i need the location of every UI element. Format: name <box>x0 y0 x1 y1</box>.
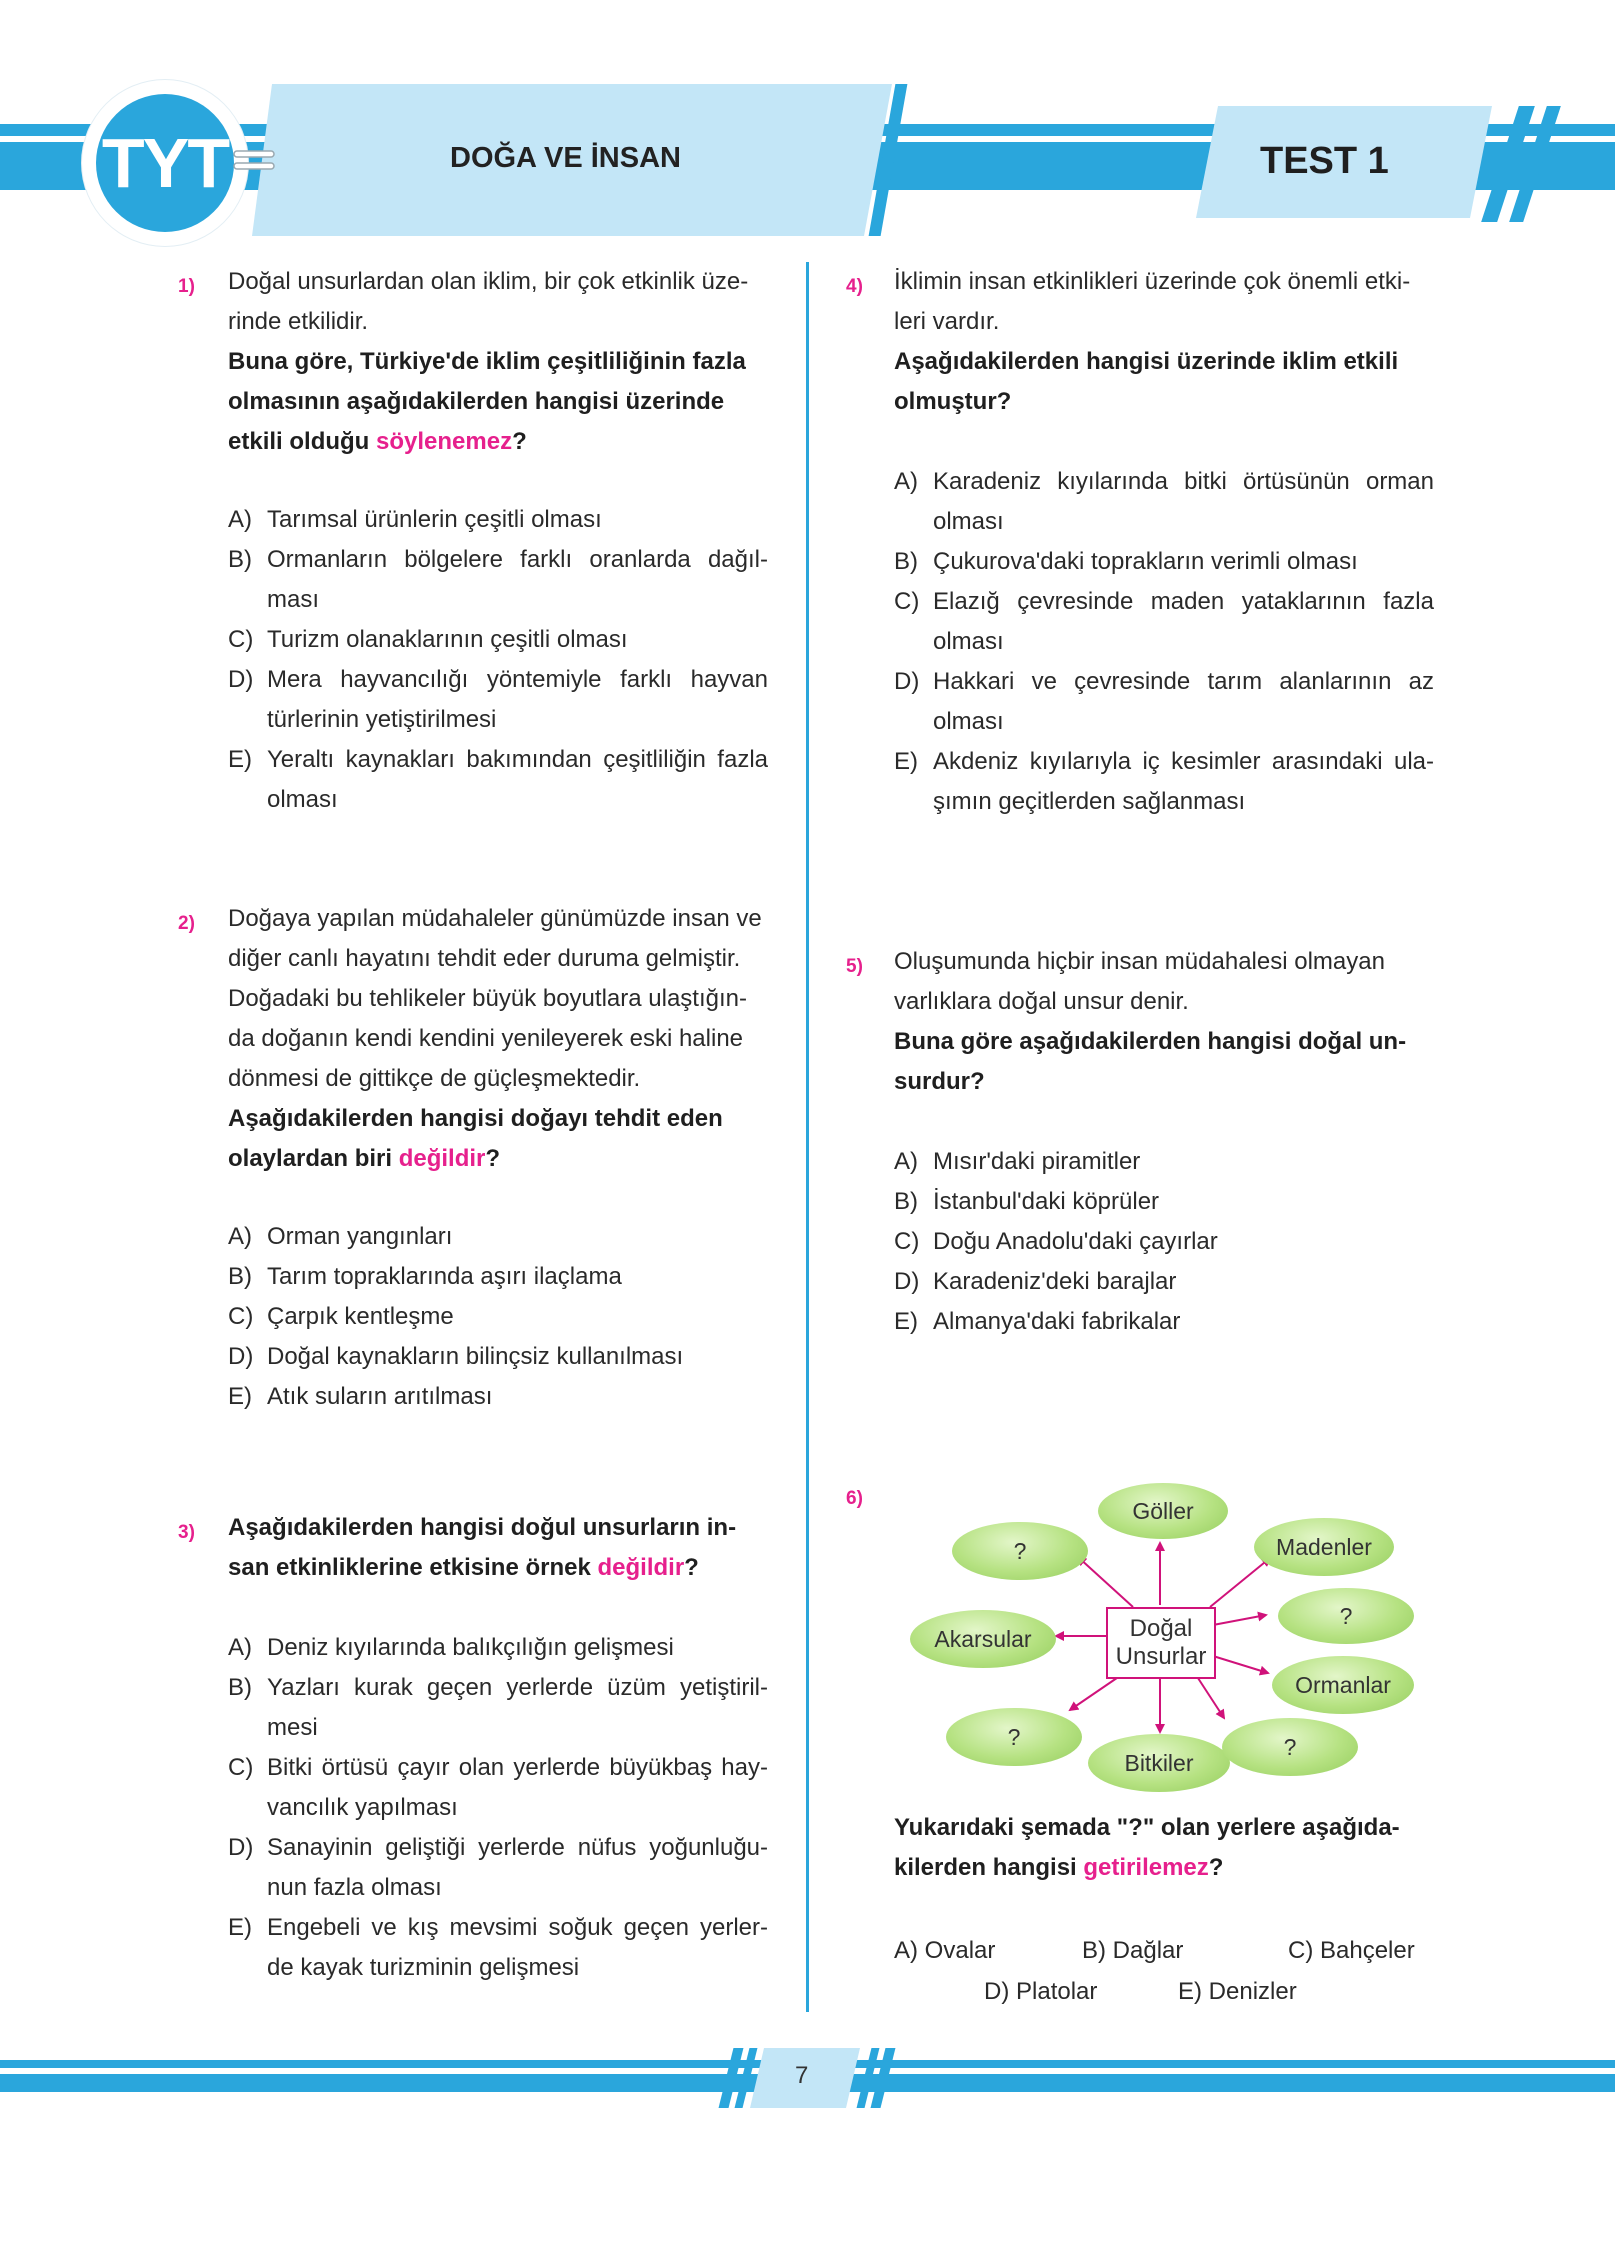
option-label: D) <box>228 666 254 693</box>
option-label: C) <box>894 1228 920 1255</box>
option-text: Çukurova'daki toprakların verimli olması <box>933 548 1358 575</box>
option-b[interactable] <box>228 1257 768 1297</box>
option-text: Tarım topraklarında aşırı ilaçlama <box>267 1263 622 1290</box>
diagram-center-line: Doğal <box>1129 1615 1193 1642</box>
diagram-node-akarsular: Akarsular <box>910 1610 1056 1668</box>
question-2-options <box>228 1217 768 1417</box>
option-d[interactable] <box>228 660 768 740</box>
stem-line: rinde etkilidir. <box>228 308 369 335</box>
question-text: san etkinliklerine etkisine örnek <box>228 1554 598 1581</box>
option-d[interactable] <box>894 662 1434 742</box>
option-c[interactable] <box>894 582 1434 662</box>
option-a[interactable] <box>228 1217 768 1257</box>
option-text: Akdeniz kıyılarıyla iç kesimler arasındaki ula- şımın geçitlerden sağlanması <box>933 748 1434 815</box>
option-e[interactable] <box>894 742 1434 822</box>
option-label: D) <box>894 1268 920 1295</box>
option-label: E) <box>1178 1978 1202 2005</box>
tyt-logo: TYT <box>96 94 234 232</box>
question-3-text <box>228 1508 768 1588</box>
option-b[interactable] <box>228 540 768 620</box>
option-text: Orman yangınları <box>267 1223 453 1250</box>
option-text: Turizm olanaklarının çeşitli olması <box>267 626 628 653</box>
stem-line: varlıklara doğal unsur denir. <box>894 988 1189 1015</box>
option-d[interactable] <box>228 1337 768 1377</box>
option-label: E) <box>228 1383 252 1410</box>
question-text: olaylardan biri <box>228 1145 399 1172</box>
stem-line: Doğaya yapılan müdahaleler günümüzde insan ve <box>228 905 762 932</box>
option-text: Ormanların bölgelere farklı oranlarda dağıl- ması <box>267 546 768 613</box>
option-label: A) <box>894 468 918 495</box>
question-2-number: 2) <box>178 913 195 934</box>
option-label: B) <box>228 546 252 573</box>
question-line <box>228 422 768 462</box>
question-line: Aşağıdakilerden hangisi doğayı tehdit eden <box>228 1105 723 1132</box>
option-text: Denizler <box>1208 1978 1297 2005</box>
diagram-node-bitkiler: Bitkiler <box>1088 1734 1230 1792</box>
option-label: B) <box>894 1188 918 1215</box>
question-6-text <box>894 1808 1434 1888</box>
option-c[interactable] <box>228 1297 768 1337</box>
diagram-node-unknown: ? <box>946 1708 1082 1766</box>
option-label: A) <box>228 1634 252 1661</box>
diagram-node-unknown: ? <box>1278 1588 1414 1644</box>
question-keyword: değildir <box>398 1145 486 1172</box>
option-label: E) <box>228 746 252 773</box>
diagram-node-goller: Göller <box>1098 1483 1228 1539</box>
option-text: Almanya'daki fabrikalar <box>933 1308 1181 1335</box>
question-line: Aşağıdakilerden hangisi doğul unsurların in- <box>228 1514 737 1541</box>
question-5-text <box>894 942 1434 1102</box>
question-keyword: değildir <box>597 1554 685 1581</box>
question-mark: ? <box>485 1145 501 1172</box>
stem-line: dönmesi de gittikçe de güçleşmektedir. <box>228 1065 641 1092</box>
question-line: olmasının aşağıdakilerden hangisi üzerinde <box>228 388 725 415</box>
option-label: B) <box>228 1263 252 1290</box>
option-label: E) <box>228 1914 252 1941</box>
stem-line: Doğal unsurlardan olan iklim, bir çok etkinlik üze- <box>228 268 749 295</box>
question-mark: ? <box>1208 1854 1224 1881</box>
question-4-text <box>894 262 1434 422</box>
option-label: A) <box>894 1148 918 1175</box>
question-3-options <box>228 1628 768 1988</box>
option-a[interactable] <box>894 462 1434 542</box>
option-text: Bitki örtüsü çayır olan yerlerde büyükbaş hay- vancılık yapılması <box>267 1754 768 1821</box>
option-e[interactable] <box>1178 1978 1297 2006</box>
option-text: Mera hayvancılığı yöntemiyle farklı hayvan türlerinin yetiştirilmesi <box>267 666 768 733</box>
option-c[interactable] <box>228 1748 768 1828</box>
question-line: Yukarıdaki şemada "?" olan yerlere aşağıda- <box>894 1814 1400 1841</box>
option-label: D) <box>894 668 920 695</box>
option-text: Atık suların arıtılması <box>267 1383 493 1410</box>
option-label: B) <box>1082 1937 1106 1964</box>
option-e[interactable] <box>894 1302 1434 1342</box>
option-text: Karadeniz kıyılarında bitki örtüsünün orman olması <box>933 468 1434 535</box>
question-line: olmuştur? <box>894 388 1012 415</box>
option-b[interactable] <box>894 1182 1434 1222</box>
question-6-number: 6) <box>846 1488 863 1509</box>
option-text: Doğu Anadolu'daki çayırlar <box>933 1228 1218 1255</box>
option-label: C) <box>1288 1937 1314 1964</box>
option-text: Mısır'daki piramitler <box>933 1148 1141 1175</box>
diagram-center <box>1106 1607 1216 1679</box>
question-line: surdur? <box>894 1068 985 1095</box>
stem-line: İklimin insan etkinlikleri üzerinde çok önemli etki- <box>894 268 1411 295</box>
option-label: D) <box>228 1343 254 1370</box>
option-label: E) <box>894 748 918 775</box>
option-text: Dağlar <box>1112 1937 1184 1964</box>
option-label: C) <box>228 1754 254 1781</box>
question-mark: ? <box>684 1554 699 1581</box>
option-text: Doğal kaynakların bilinçsiz kullanılması <box>267 1343 684 1370</box>
question-keyword: söylenemez <box>376 428 513 455</box>
option-text: Hakkari ve çevresinde tarım alanlarının az olması <box>933 668 1434 735</box>
question-2-text <box>228 899 768 1179</box>
option-label: A) <box>894 1937 918 1964</box>
option-label: B) <box>894 548 918 575</box>
option-label: C) <box>894 588 920 615</box>
diagram-node-ormanlar: Ormanlar <box>1272 1656 1414 1714</box>
option-text: Tarımsal ürünlerin çeşitli olması <box>267 506 602 533</box>
option-text: Bahçeler <box>1320 1937 1415 1964</box>
option-text: Ovalar <box>924 1937 996 1964</box>
question-line: Buna göre, Türkiye'de iklim çeşitliliğinin fazla <box>228 348 746 375</box>
option-e[interactable] <box>228 1908 768 1988</box>
option-text: Çarpık kentleşme <box>267 1303 454 1330</box>
question-4-options <box>894 462 1434 822</box>
option-c[interactable] <box>894 1222 1434 1262</box>
option-a[interactable] <box>894 1937 995 1965</box>
option-label: D) <box>228 1834 254 1861</box>
question-1-options <box>228 500 768 820</box>
option-label: A) <box>228 506 252 533</box>
diagram-node-unknown: ? <box>952 1522 1088 1580</box>
question-mark: ? <box>512 428 527 455</box>
section-title: DOĞA VE İNSAN <box>450 142 681 174</box>
option-text: Platolar <box>1016 1978 1098 2005</box>
diagram-node-madenler: Madenler <box>1254 1518 1394 1576</box>
option-e[interactable] <box>228 1377 768 1417</box>
question-text: etkili olduğu <box>228 428 376 455</box>
option-a[interactable] <box>228 500 768 540</box>
question-3-number: 3) <box>178 1522 195 1543</box>
question-5-options <box>894 1142 1434 1342</box>
option-label: D) <box>984 1978 1010 2005</box>
option-label: C) <box>228 626 254 653</box>
question-4-number: 4) <box>846 276 863 297</box>
option-label: C) <box>228 1303 254 1330</box>
option-text: Deniz kıyılarında balıkçılığın gelişmesi <box>267 1634 674 1661</box>
option-text: Karadeniz'deki barajlar <box>933 1268 1177 1295</box>
option-label: E) <box>894 1308 918 1335</box>
option-b[interactable] <box>228 1668 768 1748</box>
question-line <box>228 1139 768 1179</box>
option-c[interactable] <box>228 620 768 660</box>
stem-line: diğer canlı hayatını tehdit eder duruma gelmiştir. <box>228 945 741 972</box>
question-line: Aşağıdakilerden hangisi üzerinde iklim etkili <box>894 348 1399 375</box>
question-line: Buna göre aşağıdakilerden hangisi doğal un- <box>894 1028 1407 1055</box>
stem-line: da doğanın kendi kendini yenileyerek eski haline <box>228 1025 744 1052</box>
option-d[interactable] <box>894 1262 1434 1302</box>
option-text: Engebeli ve kış mevsimi soğuk geçen yerler- de kayak turizminin gelişmesi <box>267 1914 768 1981</box>
column-divider <box>806 262 809 2012</box>
option-text: İstanbul'daki köprüler <box>933 1188 1160 1215</box>
question-line <box>894 1848 1434 1888</box>
stem-line: leri vardır. <box>894 308 1000 335</box>
option-e[interactable] <box>228 740 768 820</box>
binder-clip-icon <box>232 146 280 176</box>
option-text: Sanayinin geliştiği yerlerde nüfus yoğunluğu- nun fazla olması <box>267 1834 768 1901</box>
option-text: Yazları kurak geçen yerlerde üzüm yetiştiril- mesi <box>267 1674 768 1741</box>
option-d[interactable] <box>984 1978 1097 2006</box>
stem-line: Doğadaki bu tehlikeler büyük boyutlara ulaştığın- <box>228 985 747 1012</box>
page-number: 7 <box>795 2062 809 2089</box>
option-b[interactable] <box>1082 1937 1183 1965</box>
option-label: A) <box>228 1223 252 1250</box>
question-5-number: 5) <box>846 956 863 977</box>
question-line <box>228 1548 768 1588</box>
option-d[interactable] <box>228 1828 768 1908</box>
test-title: TEST 1 <box>1260 140 1389 182</box>
option-label: B) <box>228 1674 252 1701</box>
question-text: kilerden hangisi <box>894 1854 1084 1881</box>
option-text: Yeraltı kaynakları bakımından çeşitliliğin fazla olması <box>267 746 768 813</box>
option-a[interactable] <box>894 1142 1434 1182</box>
option-c[interactable] <box>1288 1937 1415 1965</box>
question-keyword: getirilemez <box>1083 1854 1209 1881</box>
option-text: Elazığ çevresinde maden yataklarının fazla olması <box>933 588 1434 655</box>
stem-line: Oluşumunda hiçbir insan müdahalesi olmayan <box>894 948 1385 975</box>
question-1-text <box>228 262 768 462</box>
diagram-center-line: Unsurlar <box>1115 1643 1207 1670</box>
option-b[interactable] <box>894 542 1434 582</box>
option-a[interactable] <box>228 1628 768 1668</box>
question-1-number: 1) <box>178 276 195 297</box>
diagram-node-unknown: ? <box>1222 1718 1358 1776</box>
